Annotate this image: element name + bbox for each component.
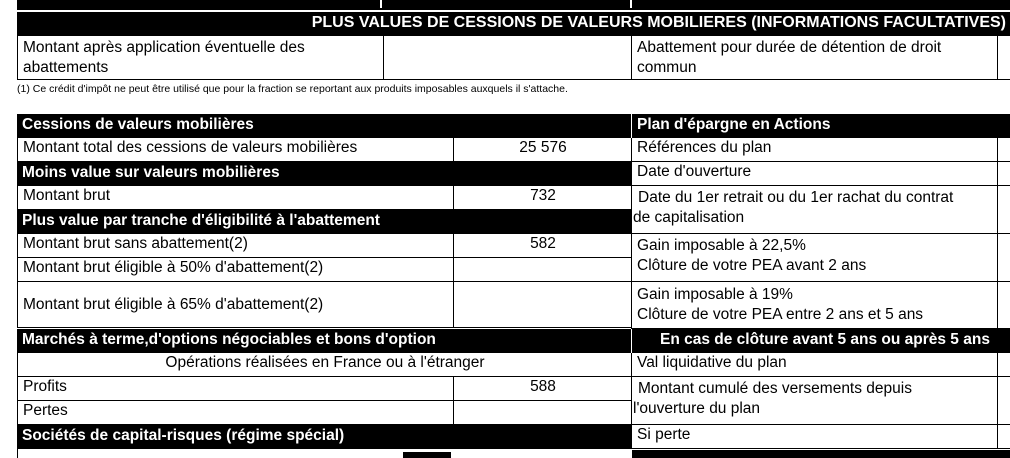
- si-perte-label: Si perte: [631, 425, 997, 449]
- gain-225-line2: Clôture de votre PEA avant 2 ans: [637, 257, 867, 274]
- gain-225-label: [631, 234, 997, 282]
- eligible-50-value[interactable]: [453, 258, 632, 282]
- abattement-duree-value[interactable]: [997, 36, 1010, 80]
- montant-cumule-label: [631, 377, 997, 425]
- date-ouverture-value[interactable]: [997, 162, 1010, 186]
- moins-value-header: Moins value sur valeurs mobilières: [17, 162, 631, 186]
- abattement-duree-line1: Abattement pour durée de détention de droit: [637, 39, 942, 56]
- gain-225-line1: Gain imposable à 22,5%: [637, 237, 806, 254]
- pea-header: Plan d'épargne en Actions: [632, 114, 1010, 138]
- date-retrait-label: [631, 186, 997, 234]
- profits-label: Profits: [17, 377, 453, 401]
- montant-apres-abattement-value[interactable]: [383, 36, 631, 80]
- sans-abattement-label: Montant brut sans abattement(2): [17, 234, 453, 258]
- abattement-duree-label: [631, 36, 997, 80]
- top-edge-gap: [380, 0, 382, 8]
- gain-19-line1: Gain imposable à 19%: [637, 286, 793, 303]
- montant-apres-line1: Montant après application éventuelle des: [23, 39, 305, 56]
- montant-brut-label: Montant brut: [17, 186, 453, 210]
- sans-abattement-value[interactable]: 582: [453, 234, 632, 258]
- si-perte-value[interactable]: [997, 425, 1010, 449]
- montant-brut-value[interactable]: 732: [453, 186, 632, 210]
- date-retrait-value[interactable]: [997, 186, 1010, 234]
- abattement-duree-line2: commun: [637, 59, 697, 76]
- eligible-65-value[interactable]: [453, 282, 632, 328]
- societes-header: Sociétés de capital-risques (régime spécial): [17, 425, 631, 449]
- val-liquidative-label: Val liquidative du plan: [631, 353, 997, 377]
- date-retrait-line1: Date du 1er retrait ou du 1er rachat du contrat: [638, 189, 954, 206]
- montant-total-label: Montant total des cessions de valeurs mobilières: [17, 138, 453, 162]
- val-liquidative-value[interactable]: [997, 353, 1010, 377]
- montant-cumule-line1: Montant cumulé des versements depuis: [638, 380, 912, 397]
- montant-cumule-line2: l'ouverture du plan: [633, 400, 761, 417]
- plus-value-tranche-header: Plus value par tranche d'éligibilité à l'abattement: [17, 210, 631, 234]
- montant-apres-abattement-label: [17, 36, 383, 80]
- gain-225-value[interactable]: [997, 234, 1010, 282]
- cessions-header: Cessions de valeurs mobilières: [17, 114, 631, 138]
- gain-19-label: [631, 282, 997, 329]
- bottom-right-bar: [632, 450, 1010, 458]
- bottom-partial-block: [403, 452, 451, 458]
- bottom-partial-row: [17, 449, 632, 458]
- date-retrait-line2: de capitalisation: [633, 209, 745, 226]
- cloture-header: En cas de clôture avant 5 ans ou après 5 ans: [632, 329, 1010, 353]
- references-plan-value[interactable]: [997, 138, 1010, 162]
- references-plan-label: Références du plan: [631, 138, 997, 162]
- eligible-65-label: Montant brut éligible à 65% d'abattement(2): [17, 282, 453, 328]
- eligible-50-label: Montant brut éligible à 50% d'abattement(2): [17, 258, 453, 282]
- top-edge-bar: [17, 0, 1010, 10]
- gain-19-line2: Clôture de votre PEA entre 2 ans et 5 ans: [637, 306, 924, 323]
- plus-values-title: PLUS VALUES DE CESSIONS DE VALEURS MOBILIERES (INFORMATIONS FACULTATIVES): [17, 12, 1010, 36]
- top-edge-gap-2: [630, 0, 632, 8]
- footnote: (1) Ce crédit d'impôt ne peut être utilisé que pour la fraction se reportant aux produits imposables auxquels il s'attache.: [17, 83, 568, 95]
- gain-19-value[interactable]: [997, 282, 1010, 329]
- marches-header: Marchés à terme,d'options négociables et bons d'option: [17, 329, 631, 353]
- operations-label: Opérations réalisées en France ou à l'étranger: [17, 353, 632, 377]
- montant-apres-line2: abattements: [23, 59, 109, 76]
- profits-value[interactable]: 588: [453, 377, 632, 401]
- pertes-label: Pertes: [17, 401, 453, 425]
- date-ouverture-label: Date d'ouverture: [631, 162, 997, 186]
- pertes-value[interactable]: [453, 401, 632, 425]
- montant-cumule-value[interactable]: [997, 377, 1010, 425]
- montant-total-value[interactable]: 25 576: [453, 138, 632, 162]
